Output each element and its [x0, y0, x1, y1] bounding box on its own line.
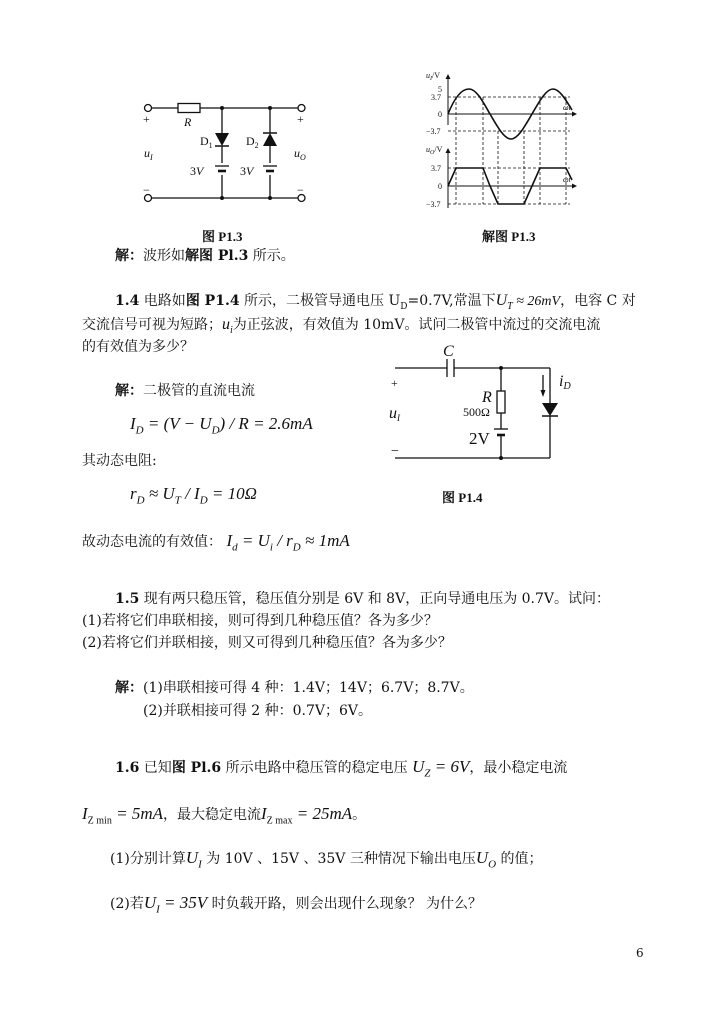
- svg-text:D1: [200, 134, 213, 150]
- p14-line2a: 交流信号可视为短路；: [82, 317, 222, 333]
- p16-q1c: 的值；: [496, 851, 543, 867]
- p16-q2a: (2)若: [110, 896, 144, 912]
- solution-1-5-a1: [115, 678, 474, 698]
- caption-p1-4: 图 P1.4: [442, 490, 483, 505]
- svg-text:uI: [389, 405, 401, 423]
- p16-q2-val: = 35V: [159, 893, 208, 912]
- eq1-sub2: D: [211, 424, 220, 437]
- problem-1-6-line1: [115, 757, 567, 783]
- p16-q1-ui-sub: I: [198, 858, 202, 871]
- battery2-unit: V: [246, 164, 254, 178]
- eq2-r: r: [130, 484, 137, 503]
- uo-axis-sub: O: [430, 150, 435, 156]
- battery2-value: 3: [240, 164, 246, 178]
- plus-left: +: [143, 112, 150, 126]
- problem-number-1-5: 1.5: [115, 591, 140, 607]
- p16-q1-ui: U: [185, 848, 199, 867]
- eq1-sub: D: [135, 424, 144, 437]
- svg-text:3V: [240, 164, 255, 178]
- figure-p1-4-circuit: [385, 345, 595, 470]
- p15-line1: 现有两只稳压管，稳压值分别是 6V 和 8V，正向导通电压为 0.7V。试问：: [139, 591, 611, 607]
- p16-q2-ui-sub: I: [156, 903, 160, 916]
- figure-sol-p1-3-waveforms: [420, 70, 580, 215]
- p14-t1: 电路如: [139, 293, 186, 309]
- solution-label-1-4: 解：: [115, 383, 143, 399]
- page-number: 6: [636, 946, 644, 960]
- problem-1-6-q1: [110, 848, 543, 874]
- svg-text:uO/V: [426, 145, 443, 156]
- p16-izmax-val: = 25mA: [292, 804, 353, 823]
- figure-p1-3-circuit: [138, 95, 318, 210]
- p14-t3: =0.7V,常温下: [407, 293, 496, 309]
- p16-q1a: (1)分别计算: [110, 851, 186, 867]
- ui-sub-p14: I: [397, 413, 400, 423]
- eq2-mid2: / I: [180, 484, 200, 503]
- d1-sub: 1: [208, 141, 213, 150]
- p16-q2b: 时负载开路，则会出现什么现象？ 为什么？: [207, 896, 483, 912]
- plus-p14: +: [391, 376, 398, 390]
- tick-neg-3-7-b: −3.7: [426, 200, 441, 209]
- eq3-i: I: [226, 531, 233, 550]
- eff-label: 故动态电流的有效值：: [82, 534, 222, 550]
- caption-p1-3: 图 P1.3: [202, 229, 243, 244]
- solution-text-1-4: 二极管的直流电流: [143, 383, 255, 399]
- p16-q1-uo: U: [475, 848, 489, 867]
- solution-label-1-5: 解：: [115, 680, 143, 696]
- ui-axis-sub: I: [430, 76, 432, 82]
- eq3-mid: = U: [237, 531, 270, 550]
- eq3-end: ≈ 1mA: [300, 531, 350, 550]
- solution-text-a: 波形如: [143, 248, 185, 264]
- p16-figure-ref: 图 Pl.6: [171, 760, 222, 776]
- p14-t4: ≈ 26mV: [512, 294, 561, 309]
- p16-q1b: 为 10V 、15V 、35V 三种情况下输出电压: [201, 851, 476, 867]
- p16-t1: 已知: [139, 760, 172, 776]
- eq2-end: = 10Ω: [207, 484, 257, 503]
- p16-uz-val: = 6V: [430, 757, 470, 776]
- solution-1-4: [115, 381, 255, 401]
- solution-1-5-a2: (2)并联相接可得 2 种：0.7V；6V。: [143, 703, 373, 719]
- eq1-end: ) / R = 2.6mA: [219, 414, 313, 433]
- dynamic-resistance-label: 其动态电阻:: [82, 453, 157, 469]
- eq3-sub2: i: [269, 541, 273, 554]
- id-sub: D: [563, 381, 571, 392]
- p16-uz: U: [412, 757, 425, 776]
- p14-ui-sub: i: [230, 324, 233, 336]
- tick-0: 0: [438, 110, 442, 119]
- solution-figure-ref: 解图 Pl.3: [185, 248, 249, 264]
- p16-t3: ，最小稳定电流: [469, 760, 568, 776]
- svg-text:uI/V: [426, 71, 440, 82]
- problem-1-6-line2: [82, 804, 366, 831]
- equation-rd: [130, 484, 257, 506]
- capacitor-label: C: [443, 345, 454, 360]
- eq1-i: I: [130, 414, 136, 433]
- battery-value: 2V: [469, 429, 490, 448]
- eq3-mid2: / r: [272, 531, 293, 550]
- solution-text-b: 所示。: [248, 248, 295, 264]
- p16-uz-sub: Z: [424, 767, 431, 780]
- eq2-mid: ≈ U: [144, 484, 175, 503]
- resistor-label-p14: R: [482, 389, 492, 406]
- p14-t2: 所示，二极管导通电压 U: [239, 293, 401, 309]
- p16-izmin: I: [82, 804, 88, 823]
- svg-text:uI: [144, 146, 153, 162]
- d1-label: D: [200, 134, 209, 148]
- problem-1-6-q2: [110, 893, 482, 919]
- wt-label-bottom: ωt: [563, 175, 571, 184]
- p16-izmax: I: [260, 804, 267, 823]
- p16-izmax-sub: Z max: [266, 815, 293, 827]
- eq2-sub3: D: [199, 494, 208, 507]
- uo-axis-label: u: [426, 145, 430, 154]
- tick-3-7-b: 3.7: [431, 164, 441, 173]
- p16-t2: 所示电路中稳压管的稳定电压: [221, 760, 408, 776]
- eq3-sub: d: [232, 541, 238, 554]
- p14-t2-sub: D: [400, 301, 408, 312]
- problem-1-4-line3: 的有效值为多少？: [82, 339, 194, 355]
- ui-sub: I: [150, 153, 153, 162]
- p14-line2b: 为正弦波，有效值为 10mV。试问二极管中流过的交流电流: [232, 317, 601, 333]
- p16-t5: 。: [352, 807, 367, 823]
- d2-label: D: [246, 134, 255, 148]
- uo-label: u: [294, 146, 300, 160]
- caption-sol-p1-3: 解图 P1.3: [482, 229, 536, 244]
- problem-number: 1.4: [115, 293, 140, 309]
- wt-label-top: ωt: [563, 103, 571, 112]
- resistor-label: R: [184, 115, 192, 129]
- eq1-rest: = (V − U: [143, 414, 212, 433]
- battery1-unit: V: [196, 164, 204, 178]
- d2-sub: 2: [254, 141, 259, 150]
- svg-text:iD: [559, 373, 571, 392]
- ui-axis-unit: /V: [432, 71, 440, 80]
- id-label: i: [559, 373, 564, 390]
- eq2-sub2: T: [174, 494, 181, 507]
- p16-q2-ui: U: [143, 893, 157, 912]
- ui-axis-label: u: [426, 71, 430, 80]
- battery1-value: 3: [190, 164, 196, 178]
- equation-id: [130, 414, 313, 436]
- p14-figure-ref: 图 P1.4: [185, 293, 240, 309]
- p16-izmin-val: = 5mA: [111, 804, 163, 823]
- p15-a1: (1)串联相接可得 4 种：1.4V；14V；6.7V；8.7V。: [143, 680, 474, 696]
- p16-q1-uo-sub: O: [488, 858, 497, 871]
- resistor-value: 500Ω: [463, 405, 490, 419]
- minus-left: −: [143, 183, 150, 197]
- p16-t4: ，最大稳定电流: [162, 807, 261, 823]
- ui-label: u: [144, 146, 150, 160]
- tick-0-b: 0: [438, 182, 442, 191]
- svg-text:3V: [190, 164, 205, 178]
- problem-1-5-q2: (2)若将它们并联相接，则又可得到几种稳压值？各为多少？: [82, 635, 452, 651]
- p14-ut: U: [495, 292, 508, 309]
- effective-current-line: [82, 531, 350, 557]
- svg-text:D2: [246, 134, 259, 150]
- p14-ut-sub: T: [507, 300, 513, 312]
- minus-right: −: [297, 183, 304, 197]
- svg-text:uO: [294, 146, 306, 162]
- equation-id-ac: [226, 531, 350, 554]
- problem-1-5-line1: [115, 589, 610, 609]
- problem-1-4-line1: [115, 291, 636, 317]
- solution-1-3: [115, 246, 295, 266]
- eq3-sub3: D: [292, 541, 301, 554]
- ui-label-p14: u: [389, 405, 397, 422]
- tick-neg-3-7: −3.7: [426, 127, 441, 136]
- p16-izmin-sub: Z min: [87, 815, 112, 827]
- eq2-sub: D: [136, 494, 145, 507]
- problem-1-5-q1: (1)若将它们串联相接，则可得到几种稳压值？各为多少？: [82, 613, 438, 629]
- problem-number-1-6: 1.6: [115, 760, 140, 776]
- minus-p14: −: [391, 444, 399, 459]
- plus-right: +: [297, 112, 304, 126]
- p14-ui: u: [222, 316, 230, 333]
- solution-label: 解：: [115, 248, 143, 264]
- uo-axis-unit: /V: [434, 145, 443, 154]
- tick-3-7: 3.7: [431, 93, 441, 102]
- p14-t5: ，电容 C 对: [560, 293, 636, 309]
- uo-sub: O: [300, 153, 306, 162]
- tick-5: 5: [438, 85, 442, 94]
